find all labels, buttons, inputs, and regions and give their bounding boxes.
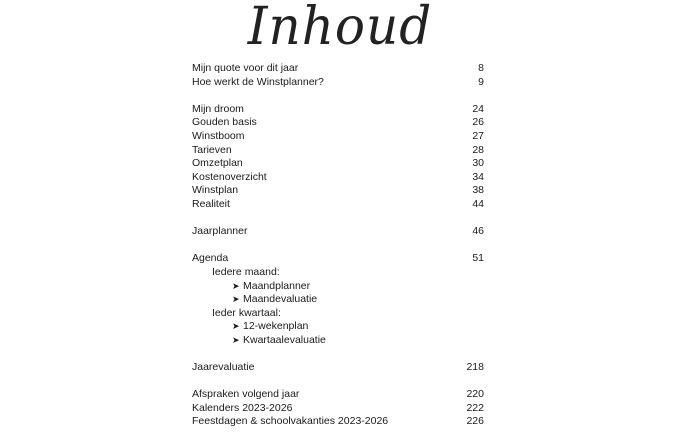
spacer — [192, 239, 484, 253]
page-title: Inhoud — [247, 0, 433, 57]
spacer — [192, 212, 484, 226]
toc-entry-page: 34 — [472, 170, 484, 183]
arrow-icon: ➤ — [232, 294, 240, 305]
arrow-icon: ➤ — [232, 334, 240, 345]
toc-entry — [192, 157, 484, 171]
toc-subentry — [192, 334, 484, 348]
toc-subentry — [192, 320, 484, 334]
toc-entry — [192, 116, 484, 130]
spacer — [192, 89, 484, 103]
toc-subheading-label: Iedere maand: — [212, 265, 280, 278]
toc-entry — [192, 184, 484, 198]
toc-entry-label: Kalenders 2023-2026 — [192, 401, 293, 414]
toc-entry-label: Feestdagen & schoolvakanties 2023-2026 — [192, 415, 389, 428]
toc-entry — [192, 62, 484, 76]
toc-entry-page: 30 — [472, 157, 484, 170]
toc-subheading — [192, 307, 484, 321]
toc-subheading — [192, 266, 484, 280]
toc-entry — [192, 171, 484, 185]
toc-entry-label: Tarieven — [192, 143, 232, 156]
toc-entry — [192, 130, 484, 144]
spacer — [192, 347, 484, 361]
toc-entry — [192, 361, 484, 375]
toc-entry — [192, 388, 484, 402]
toc-subheading-label: Ieder kwartaal: — [212, 306, 281, 319]
toc-entry-page: 220 — [466, 388, 484, 401]
toc-entry-page: 46 — [472, 225, 484, 238]
toc-entry-page: 38 — [472, 184, 484, 197]
toc-entry-label: Kostenoverzicht — [192, 170, 267, 183]
toc-entry-label: Omzetplan — [192, 157, 243, 170]
toc-entry-label: Realiteit — [192, 197, 230, 210]
toc-entry-label: Mijn quote voor dit jaar — [192, 62, 299, 74]
toc-entry-page: 222 — [466, 401, 484, 414]
toc-entry — [192, 402, 484, 416]
toc-entry-label: Mijn droom — [192, 102, 244, 115]
toc-subentry-label: Maandevaluatie — [243, 293, 318, 306]
toc-entry-label: Jaarplanner — [192, 225, 248, 238]
toc-entry-page: 28 — [472, 143, 484, 156]
toc-entry-page: 218 — [466, 361, 484, 374]
toc-subentry-label: Kwartaalevaluatie — [243, 333, 326, 346]
toc-entry-page: 51 — [472, 252, 484, 265]
toc-entry — [192, 225, 484, 239]
arrow-icon: ➤ — [232, 321, 240, 332]
toc-entry-page: 8 — [478, 62, 484, 74]
toc-entry-label: Hoe werkt de Winstplanner? — [192, 75, 324, 88]
toc-entry — [192, 252, 484, 266]
toc-subentry — [192, 293, 484, 307]
toc-entry-label: Jaarevaluatie — [192, 361, 255, 374]
toc-entry — [192, 415, 484, 429]
toc-entry — [192, 76, 484, 90]
toc-entry-page: 27 — [472, 129, 484, 142]
toc-entry-page: 9 — [478, 75, 484, 88]
toc-entry-label: Winstplan — [192, 184, 239, 197]
toc-subentry-label: Maandplanner — [243, 279, 311, 292]
toc-entry — [192, 144, 484, 158]
toc-subentry-label: 12-wekenplan — [243, 320, 309, 333]
toc-entry-page: 226 — [466, 415, 484, 428]
toc-entry-label: Agenda — [192, 252, 229, 265]
toc-entry-page: 24 — [472, 102, 484, 115]
toc-entry — [192, 198, 484, 212]
toc-entry-label: Gouden basis — [192, 116, 257, 129]
toc-entry-page: 44 — [472, 197, 484, 210]
toc-entry-label: Afspraken volgend jaar — [192, 388, 300, 401]
toc-entry-page: 26 — [472, 116, 484, 129]
toc-entry-label: Winstboom — [192, 129, 245, 142]
toc-list — [192, 62, 484, 429]
arrow-icon: ➤ — [232, 280, 240, 291]
spacer — [192, 375, 484, 389]
toc-subentry — [192, 280, 484, 294]
toc-entry — [192, 103, 484, 117]
